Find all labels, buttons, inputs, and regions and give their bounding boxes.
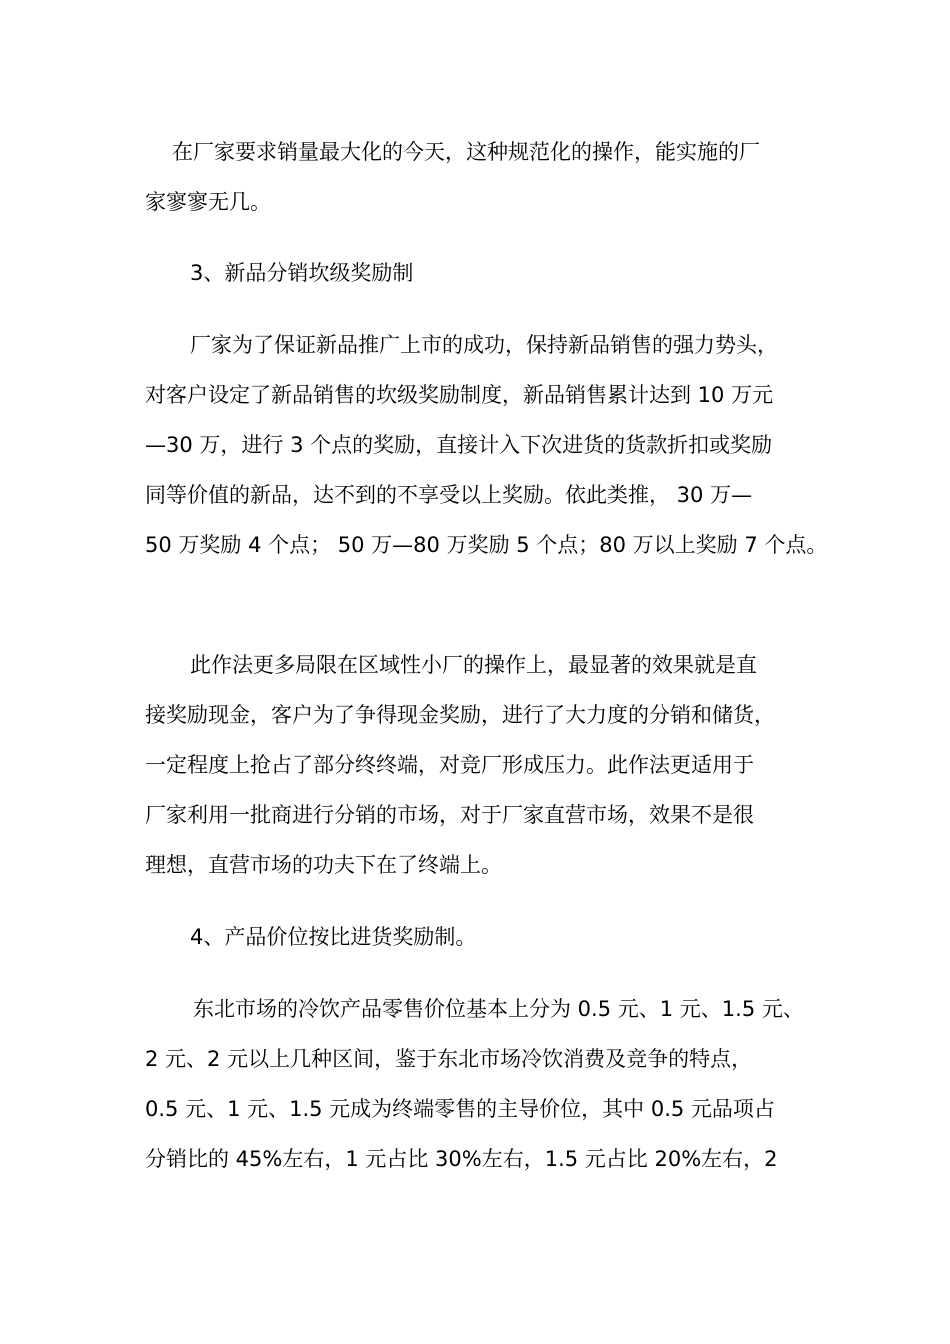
- text-line: 理想，直营市场的功夫下在了终端上。: [145, 853, 502, 877]
- text-line: 此作法更多局限在区域性小厂的操作上，最显著的效果就是直: [190, 653, 757, 677]
- text-line: 厂家为了保证新品推广上市的成功，保持新品销售的强力势头，: [190, 333, 778, 357]
- text-line: 接奖励现金，客户为了争得现金奖励，进行了大力度的分销和储货，: [145, 703, 775, 727]
- text-line: —30 万，进行 3 个点的奖励，直接计入下次进货的货款折扣或奖励: [145, 433, 773, 457]
- text-line: 家寥寥无几。: [145, 190, 271, 214]
- text-line: 一定程度上抢占了部分终终端，对竞厂形成压力。此作法更适用于: [145, 753, 754, 777]
- section-heading: 3、新品分销坎级奖励制: [190, 261, 414, 285]
- text-line: 厂家利用一批商进行分销的市场，对于厂家直营市场，效果不是很: [145, 803, 754, 827]
- text-line: 东北市场的冷饮产品零售价位基本上分为 0.5 元、1 元、1.5 元、: [193, 997, 804, 1021]
- text-line: 50 万奖励 4 个点； 50 万—80 万奖励 5 个点；80 万以上奖励 7 个点。: [145, 533, 828, 557]
- text-line: 在厂家要求销量最大化的今天，这种规范化的操作，能实施的厂: [172, 140, 760, 164]
- text-line: 2 元、2 元以上几种区间，鉴于东北市场冷饮消费及竞争的特点，: [145, 1047, 753, 1071]
- text-line: 0.5 元、1 元、1.5 元成为终端零售的主导价位，其中 0.5 元品项占: [145, 1097, 775, 1121]
- text-line: 分销比的 45%左右，1 元占比 30%左右，1.5 元占比 20%左右，2: [145, 1147, 778, 1171]
- section-heading: 4、产品价位按比进货奖励制。: [190, 925, 477, 949]
- text-line: 同等价值的新品，达不到的不享受以上奖励。依此类推， 30 万—: [145, 483, 753, 507]
- text-line: 对客户设定了新品销售的坎级奖励制度，新品销售累计达到 10 万元: [145, 383, 774, 407]
